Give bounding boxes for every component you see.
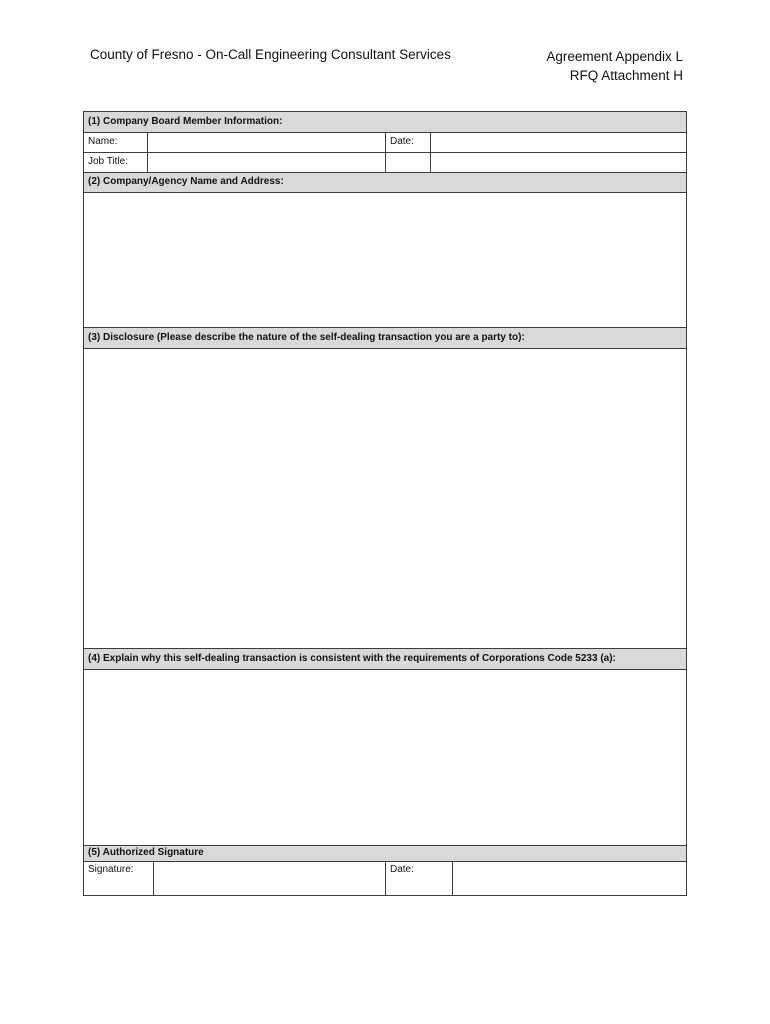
section5-title: (5) Authorized Signature xyxy=(88,847,204,858)
section1-title: (1) Company Board Member Information: xyxy=(88,116,283,127)
date-label: Date: xyxy=(390,136,414,147)
explanation-field[interactable] xyxy=(84,670,686,845)
form-border-right xyxy=(686,111,687,896)
section2-title: (2) Company/Agency Name and Address: xyxy=(88,176,284,187)
job-title-field[interactable] xyxy=(148,153,385,172)
document-title: County of Fresno - On-Call Engineering Consultant Services xyxy=(90,47,451,62)
section4-title: (4) Explain why this self-dealing transaction is consistent with the requirements of Corporations Code 5233 (a): xyxy=(88,653,616,664)
name-field[interactable] xyxy=(148,133,385,152)
signature-date-field[interactable] xyxy=(453,862,686,895)
section3-title: (3) Disclosure (Please describe the nature of the self-dealing transaction you are a party to): xyxy=(88,332,525,343)
document-reference xyxy=(546,47,683,85)
appendix-label: Agreement Appendix L xyxy=(546,49,683,64)
signature-date-label: Date: xyxy=(390,864,414,875)
job-title-extra-cell[interactable] xyxy=(431,153,686,172)
attachment-label: RFQ Attachment H xyxy=(569,68,683,83)
signature-field[interactable] xyxy=(154,862,385,895)
job-title-date-cell[interactable] xyxy=(386,153,430,172)
date-field[interactable] xyxy=(431,133,686,152)
self-dealing-disclosure-form xyxy=(83,111,687,896)
job-title-label: Job Title: xyxy=(88,156,129,167)
company-name-address-field[interactable] xyxy=(84,193,686,327)
rule xyxy=(385,861,386,895)
signature-label: Signature: xyxy=(88,864,134,875)
disclosure-field[interactable] xyxy=(84,349,686,648)
form-border-bottom xyxy=(83,895,687,896)
name-label: Name: xyxy=(88,136,118,147)
